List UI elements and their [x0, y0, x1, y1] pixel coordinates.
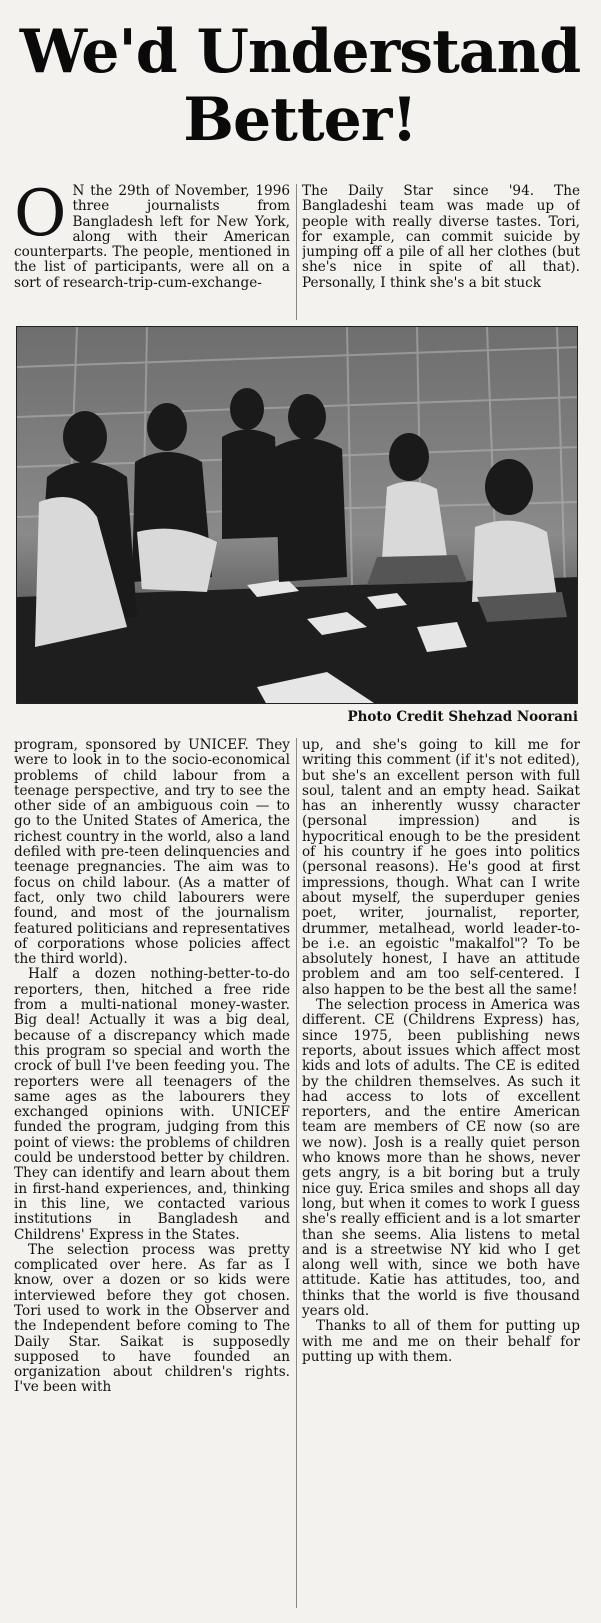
article-photo — [16, 326, 578, 704]
column-divider-top — [296, 184, 297, 320]
headline-line-2: Better! — [183, 85, 417, 155]
headline-line-1: We'd Understand — [19, 17, 581, 87]
paragraph: The selection process was pretty complicated over here. As far as I know, over a dozen or so kids were interviewed before they got chosen. Tori used to work in the Observer and the Independent before coming to The Daily Star. Saikat is supposedly supposed to have founded an organization about children's rights. I've been with — [14, 1241, 290, 1396]
column-divider-bottom — [296, 738, 297, 1608]
body-column-right — [302, 738, 580, 1608]
photo-credit: Photo Credit Shehzad Noorani — [347, 709, 578, 725]
paragraph: The selection process in America was different. CE (Childrens Express) has, since 1975, been publishing news reports, about issues which affect most kids and lots of adults. The CE is edited by the children themselves. As such it had access to lots of excellent reporters, and the entire American team are members of CE now (so are we now). Josh is a really quiet person who knows more than he shows, never gets angry, is a bit boring but a truly nice guy. Erica smiles and shops all day long, but when it comes to work I guess she's really efficient and is a lot smarter than she seems. Alia listens to metal and is a streetwise NY kid who I get along well with, since we both have attitude. Katie has attitudes, too, and thinks that the world is five thousand years old. — [302, 997, 580, 1319]
headline — [14, 18, 586, 154]
intro-column-right — [302, 184, 580, 320]
intro-text-right: The Daily Star since '94. The Bangladeshi team was made up of people with really diverse tastes. Tori, for example, can commit suicide by jumping off a pile of all her clothes (but she's nice in spite of all that). Personally, I think she's a bit stuck — [302, 184, 580, 291]
paragraph: program, sponsored by UNICEF. They were to look in to the socio-economical problems of child labour from a teenage perspective, and try to see the other side of an ambiguous coin — to go to the United States of America, the richest country in the world, also a land defiled with pre-teen delinquencies and teenage pregnancies. The aim was to focus on child labour. (As a matter of fact, only two child labourers were found, and most of the journalism featured politicians and representatives of corporations whose policies affect the third world). — [14, 738, 290, 968]
paragraph: Thanks to all of them for putting up with me and me on their behalf for putting up with them. — [302, 1318, 580, 1365]
drop-cap: O — [14, 184, 67, 251]
body-column-left — [14, 738, 290, 1608]
paragraph: up, and she's going to kill me for writing this comment (if it's not edited), but she's an excellent person with full soul, talent and an empty head. Saikat has an inherently wussy character (personal impression) and is hypocritical enough to be the president of his country if he goes into politics (personal reasons). He's good at first impressions, though. What can I write about myself, the superduper genies poet, writer, journalist, reporter, drummer, metalhead, world leader-to-be i.e. an egoistic "makalfol"? To be absolutely honest, I have an attitude problem and am too self-centered. I also happen to be the best all the same! — [302, 738, 580, 998]
intro-text-left: N the 29th of November, 1996 three journalists from Bangladesh left for New York, along with their American counterparts. The people, mentioned in the list of participants, were all on a sort of research-trip-cum-exchange- — [14, 184, 290, 291]
intro-column-left — [14, 184, 290, 320]
paragraph: Half a dozen nothing-better-to-do reporters, then, hitched a free ride from a multi-national money-waster. Big deal! Actually it was a big deal, because of a discrepancy which made this program so special and worth the crock of bull I've been feeding you. The reporters were all teenagers of the same ages as the labourers they exchanged opinions with. UNICEF funded the program, judging from this point of views: the problems of children could be understood better by children. They can identify and learn about them in first-hand experiences, and, thinking in this line, we contacted various institutions in Bangladesh and Childrens' Express in the States. — [14, 966, 290, 1243]
photo-children-meeting — [17, 327, 578, 704]
